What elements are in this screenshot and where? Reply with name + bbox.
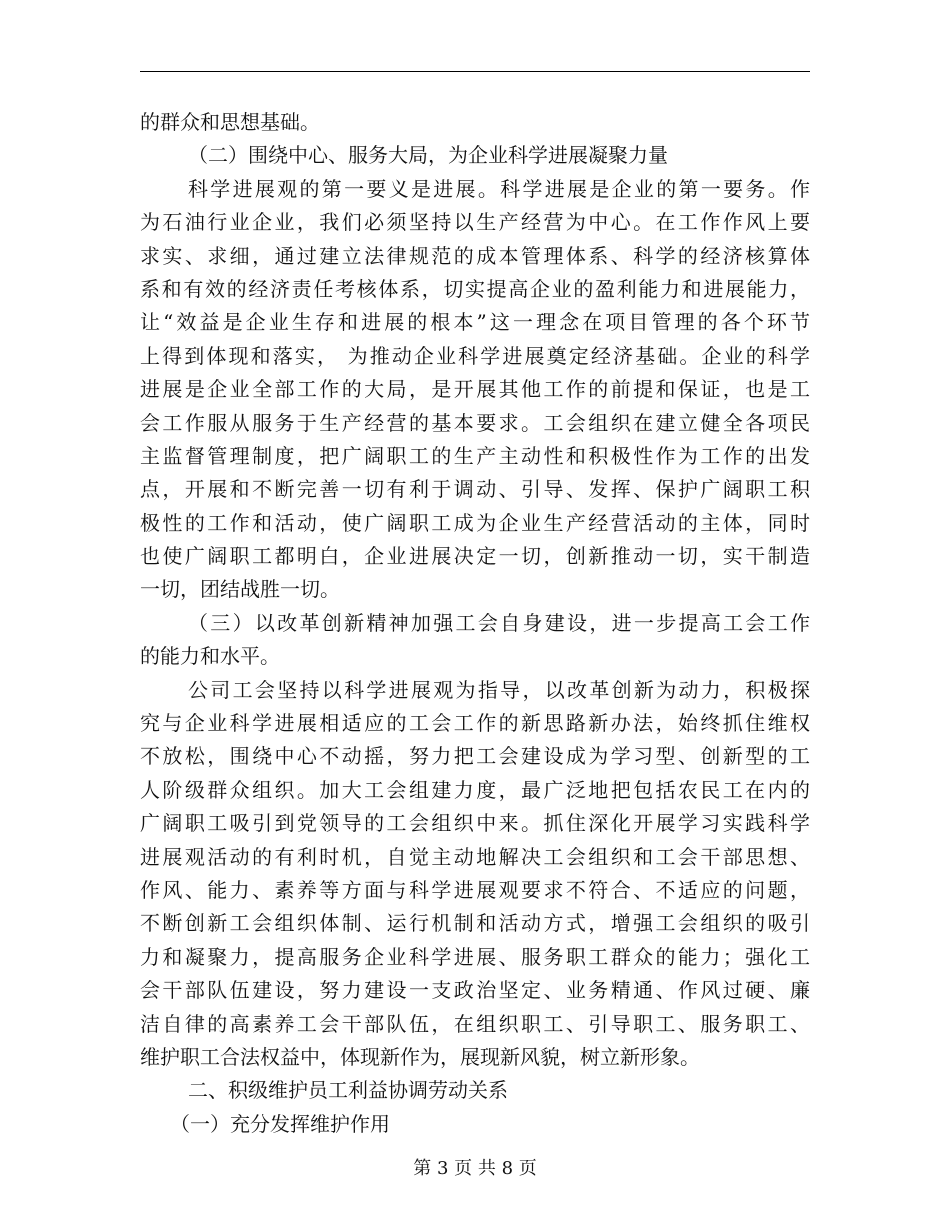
text-line: 让“效益是企业生存和进展的根本”这一理念在项目管理的各个环节 bbox=[140, 310, 810, 335]
text-line: 点，开展和不断完善一切有利于调动、引导、发挥、保护广阔职工积 bbox=[140, 477, 810, 502]
text-line: 会工作服从服务于生产经营的基本要求。工会组织在建立健全各项民 bbox=[140, 410, 810, 435]
text-line: （二）围绕中心、服务大局，为企业科学进展凝聚力量 bbox=[188, 143, 668, 168]
text-line: 力和凝聚力，提高服务企业科学进展、服务职工群众的能力；强化工 bbox=[140, 944, 810, 969]
text-line: 求实、求细，通过建立法律规范的成本管理体系、科学的经济核算体 bbox=[140, 243, 810, 268]
text-line: 科学进展观的第一要义是进展。科学进展是企业的第一要务。作 bbox=[188, 176, 810, 201]
text-line: 一切，团结战胜一切。 bbox=[140, 577, 340, 602]
text-line: 究与企业科学进展相适应的工会工作的新思路新办法，始终抓住维权 bbox=[140, 711, 810, 736]
text-line: 不断创新工会组织体制、运行机制和活动方式，增强工会组织的吸引 bbox=[140, 911, 810, 936]
text-line: 系和有效的经济责任考核体系，切实提高企业的盈利能力和进展能力， bbox=[140, 276, 810, 301]
page-footer: 第 3 页 共 8 页 bbox=[413, 1158, 537, 1179]
text-line: 的能力和水平。 bbox=[140, 644, 280, 669]
text-line: 进展观活动的有利时机，自觉主动地解决工会组织和工会干部思想、 bbox=[140, 844, 810, 869]
text-line: 作风、能力、素养等方面与科学进展观要求不符合、不适应的问题， bbox=[140, 877, 810, 902]
text-line: 二、积级维护员工利益协调劳动关系 bbox=[188, 1078, 508, 1103]
page-body bbox=[140, 106, 810, 1141]
text-line: 会干部队伍建设，努力建设一支政治坚定、业务精通、作风过硬、廉 bbox=[140, 978, 810, 1003]
text-line: 公司工会坚持以科学进展观为指导，以改革创新为动力，积极探 bbox=[188, 677, 810, 702]
text-line: （三）以改革创新精神加强工会自身建设，进一步提高工会工作 bbox=[188, 610, 810, 635]
text-line: 进展是企业全部工作的大局，是开展其他工作的前提和保证，也是工 bbox=[140, 377, 810, 402]
text-line: 极性的工作和活动，使广阔职工成为企业生产经营活动的主体，同时 bbox=[140, 510, 810, 535]
header-rule bbox=[140, 71, 810, 72]
text-line: 维护职工合法权益中，体现新作为，展现新风貌，树立新形象。 bbox=[140, 1044, 700, 1069]
text-line: 为石油行业企业，我们必须坚持以生产经营为中心。在工作作风上要 bbox=[140, 210, 810, 235]
text-line: 不放松，围绕中心不动摇，努力把工会建设成为学习型、创新型的工 bbox=[140, 744, 810, 769]
text-line: 广阔职工吸引到党领导的工会组织中来。抓住深化开展学习实践科学 bbox=[140, 811, 810, 836]
text-line: 上得到体现和落实， 为推动企业科学进展奠定经济基础。企业的科学 bbox=[140, 343, 810, 368]
text-line: 主监督管理制度，把广阔职工的生产主动性和积极性作为工作的出发 bbox=[140, 443, 810, 468]
text-line: 洁自律的高素养工会干部队伍，在组织职工、引导职工、服务职工、 bbox=[140, 1011, 810, 1036]
text-line: 的群众和思想基础。 bbox=[140, 110, 320, 134]
text-line: （一）充分发挥维护作用 bbox=[170, 1111, 390, 1136]
text-line: 人阶级群众组织。加大工会组建力度，最广泛地把包括农民工在内的 bbox=[140, 777, 810, 802]
text-line: 也使广阔职工都明白，企业进展决定一切，创新推动一切，实干制造 bbox=[140, 544, 810, 569]
